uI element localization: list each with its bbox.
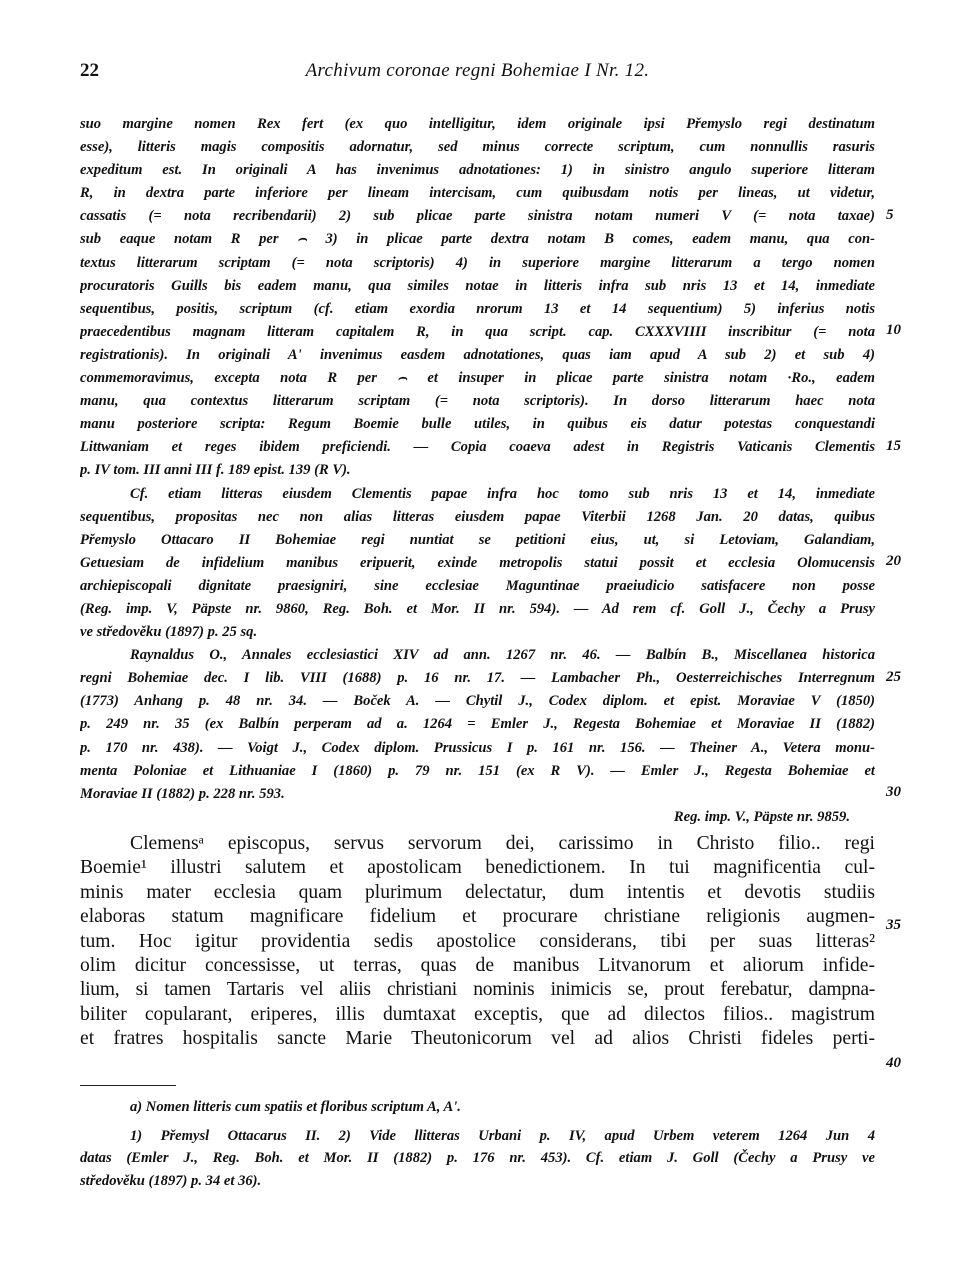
commentary-line: sequentibus, propositas nec non alias litteras eiusdem papae Viterbii 1268 Jan. 20 datas, quibus: [80, 508, 875, 525]
running-title: Archivum coronae regni Bohemiae I Nr. 12.: [305, 60, 650, 81]
charter-line: minis mater ecclesia quam plurimum delectatur, dum intentis et devotis studiis: [80, 881, 875, 903]
commentary-line: Cf. etiam litteras eiusdem Clementis papae infra hoc tomo sub nris 13 et 14, inmediate: [130, 485, 875, 502]
footnote-line: datas (Emler J., Reg. Boh. et Mor. II (1882) p. 176 nr. 453). Cf. etiam J. Goll (Čechy a Prusy ve: [80, 1150, 875, 1166]
footnote-line: středověku (1897) p. 34 et 36).: [80, 1172, 262, 1189]
page-header: [80, 60, 875, 92]
footnote-rule: [80, 1085, 176, 1086]
line-number: 25: [886, 669, 901, 685]
charter-line: lium, si tamen Tartaris vel aliis christiani nominis inimicis se, prout ferebatur, dampna-: [80, 979, 875, 1001]
commentary-line: cassatis (= nota recribendarii) 2) sub plicae parte sinistra notam numeri V (= nota taxae): [80, 208, 875, 225]
charter-line: Clemensᵃ episcopus, servus servorum dei, carissimo in Christo filio.. regi: [130, 833, 875, 854]
commentary-line: Moraviae II (1882) p. 228 nr. 593.: [80, 785, 285, 802]
commentary-line: p. IV tom. III anni III f. 189 epist. 139 (R V).: [80, 462, 351, 479]
line-number: 15: [886, 438, 901, 454]
commentary-line: suo margine nomen Rex fert (ex quo intelligitur, idem originale ipsi Přemyslo regi destinatum: [80, 116, 875, 132]
commentary-line: (Reg. imp. V, Päpste nr. 9860, Reg. Boh. et Mor. II nr. 594). — Ad rem cf. Goll J., Čechy a Prusy: [80, 600, 875, 617]
footnote-a: a) Nomen litteris cum spatiis et floribus scriptum A, A'.: [130, 1099, 461, 1115]
commentary-line: Getuesiam de infidelium manibus eripuerit, exinde metropolis statui possit et ecclesia Olomucensis: [80, 554, 875, 571]
commentary-line: ve středověku (1897) p. 25 sq.: [80, 624, 258, 641]
commentary-line: sub eaque notam R per ⌢ 3) in plicae parte dextra notam B comes, eadem manu, qua con-: [80, 231, 875, 248]
page-number: 22: [80, 60, 99, 81]
commentary-line: sequentibus, positis, scriptum (cf. etiam exordia nrorum 13 et 14 sequentium) 5) inferius notis: [80, 300, 875, 317]
commentary-line: praecedentibus magnam litteram capitalem R, in qua script. cap. CXXXVIIII inscribitur (= nota: [80, 323, 875, 340]
line-number: 40: [886, 1055, 901, 1071]
commentary-block: [80, 113, 875, 829]
line-number: 5: [886, 207, 894, 223]
charter-line: biliter copularant, eriperes, illis dumtaxat exceptis, que ad dilectos filios.. magistrum: [80, 1003, 875, 1025]
commentary-line: Přemyslo Ottacaro II Bohemiae regi nuntiat se petitioni eius, ut, si Letoviam, Galandiam,: [80, 531, 875, 548]
commentary-line: manu, qua contextus litterarum scriptam (= nota scriptoris). In dorso litterarum haec nota: [80, 393, 875, 410]
commentary-line: p. 249 nr. 35 (ex Balbín perperam ad a. 1264 = Emler J., Regesta Bohemiae et Moraviae II (1882): [80, 716, 875, 733]
commentary-line: textus litterarum scriptam (= nota scriptoris) 4) in superiore margine litterarum a tergo nomen: [80, 254, 875, 271]
charter-text: [80, 832, 875, 1052]
commentary-line: commemoravimus, excepta nota R per ⌢ et insuper in plicae parte sinistra notam ·Ro., eadem: [80, 370, 875, 387]
commentary-line: menta Poloniae et Lithuaniae I (1860) p. 79 nr. 151 (ex R V). — Emler J., Regesta Bohemiae et: [80, 762, 875, 779]
commentary-line: expeditum est. In originali A has invenimus adnotationes: 1) in sinistro angulo superiore litteram: [80, 162, 875, 179]
footnotes: [80, 1096, 875, 1192]
line-number: 10: [886, 322, 901, 338]
commentary-line: (1773) Anhang p. 48 nr. 34. — Boček A. — Chytil J., Codex diplom. et epist. Moraviae V (1850): [80, 693, 875, 710]
commentary-line: manu posteriore scripta: Regum Boemie bulle utiles, in quibus eis datur potestas conquestandi: [80, 416, 875, 433]
charter-line: et fratres hospitalis sancte Marie Theutonicorum vel ad alios Christi fideles perti-: [80, 1028, 875, 1050]
charter-line: elaboras statum magnificare fidelium et procurare christiane religionis augmen-: [80, 906, 875, 928]
commentary-line: regni Bohemiae dec. I lib. VIII (1688) p. 16 nr. 17. — Lambacher Ph., Oesterreichisches Interregnum: [80, 670, 875, 687]
commentary-line: procuratoris Guills bis eadem manu, qua similes notae in litteris infra sub nris 13 et 14, inmediate: [80, 277, 875, 294]
line-number: 20: [886, 553, 901, 569]
charter-line: olim dicitur concessisse, ut terras, quas de manibus Litvanorum et aliorum infide-: [80, 954, 875, 976]
footnote-1-2: 1) Přemysl Ottacarus II. 2) Vide llitteras Urbani p. IV, apud Urbem veterem 1264 Jun 4: [130, 1127, 875, 1144]
line-number: 30: [886, 784, 901, 800]
commentary-line: p. 170 nr. 438). — Voigt J., Codex diplom. Prussicus I p. 161 nr. 156. — Theiner A., Vetera monu-: [80, 739, 875, 756]
commentary-line: esse), litteris magis compositis adornatur, sed minus correcte scriptum, cum nonnullis rasuris: [80, 139, 875, 156]
commentary-line: registrationis). In originali A' invenimus easdem adnotationes, quas iam apud A sub 2) et sub 4): [80, 346, 875, 363]
line-number: 35: [886, 917, 901, 933]
commentary-line: Littwaniam et reges ibidem preficiendi. — Copia coaeva adest in Registris Vaticanis Clementis: [80, 439, 875, 456]
charter-line: tum. Hoc igitur providentia sedis apostolice considerans, tibi per suas litteras²: [80, 930, 875, 952]
commentary-line: archiepiscopali dignitate praesigniri, sine ecclesiae Maguntinae praeiudicio satisfacere non posse: [80, 577, 875, 594]
charter-line: Boemie¹ illustri salutem et apostolicam benedictionem. In tui magnificentia cul-: [80, 857, 875, 879]
commentary-line: R, in dextra parte inferiore per lineam intercisam, cum quibusdam notis per lineas, ut videtur,: [80, 185, 875, 202]
commentary-line: Raynaldus O., Annales ecclesiastici XIV ad ann. 1267 nr. 46. — Balbín B., Miscellanea historica: [130, 647, 875, 664]
regest-reference: Reg. imp. V., Päpste nr. 9859.: [673, 808, 850, 825]
